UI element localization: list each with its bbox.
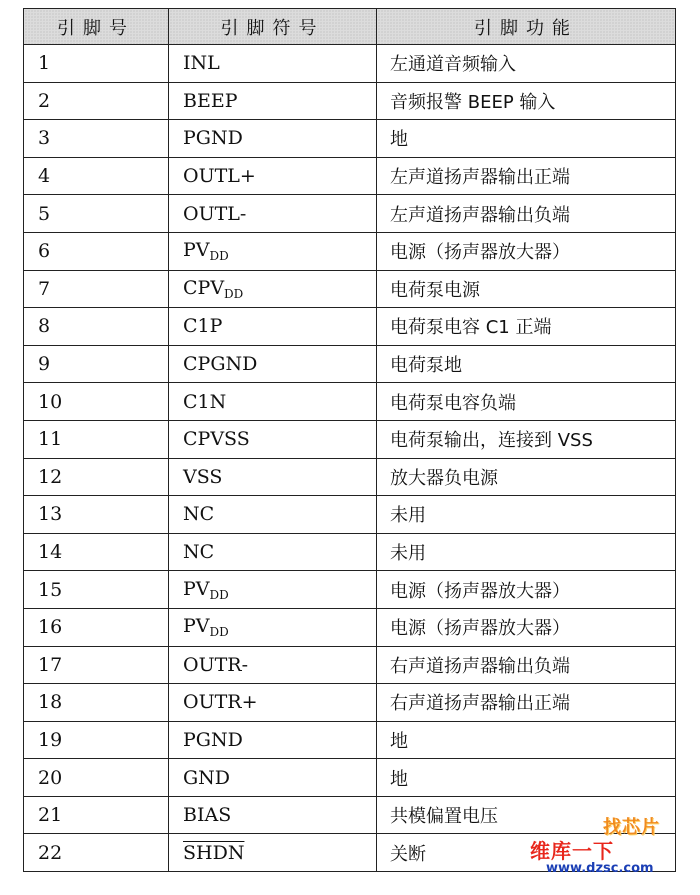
pin-number-cell: 12 xyxy=(24,458,169,496)
pin-symbol-text: NC xyxy=(183,503,215,526)
pin-number-cell: 11 xyxy=(24,420,169,458)
pin-symbol-subscript: DD xyxy=(224,286,244,301)
pin-number-cell: 10 xyxy=(24,383,169,421)
pin-symbol-cell xyxy=(169,345,377,383)
pin-function-cell: 地 xyxy=(377,759,676,797)
table-row xyxy=(24,796,676,834)
pin-symbol-cell xyxy=(169,646,377,684)
pin-symbol-text: OUTR+ xyxy=(183,691,258,714)
pin-function-cell: 右声道扬声器输出正端 xyxy=(377,684,676,722)
pin-function-cell: 左通道音频输入 xyxy=(377,45,676,83)
header-pin-function: 引脚功能 xyxy=(377,9,676,45)
pin-symbol-text: OUTR- xyxy=(183,653,248,676)
header-pin-number: 引脚号 xyxy=(24,9,169,45)
pin-function-cell: 电荷泵电容 C1 正端 xyxy=(377,308,676,346)
pin-number-cell: 19 xyxy=(24,721,169,759)
pin-function-cell: 电荷泵输出，连接到 VSS xyxy=(377,420,676,458)
table-row xyxy=(24,533,676,571)
pin-function-cell: 关断 xyxy=(377,834,676,872)
pin-number-cell: 2 xyxy=(24,82,169,120)
pin-symbol-text: NC xyxy=(183,541,215,564)
pin-symbol-cell xyxy=(169,383,377,421)
pin-function-cell: 电荷泵电容负端 xyxy=(377,383,676,421)
pin-symbol-text: CPVSS xyxy=(183,428,250,451)
pin-symbol-text: PGND xyxy=(183,728,243,751)
table-row xyxy=(24,82,676,120)
pin-function-cell: 音频报警 BEEP 输入 xyxy=(377,82,676,120)
pin-number-cell: 8 xyxy=(24,308,169,346)
pin-number-cell: 15 xyxy=(24,571,169,609)
table-row xyxy=(24,195,676,233)
table-row xyxy=(24,571,676,609)
pin-symbol-text: PGND xyxy=(183,127,243,150)
pin-symbol-cell xyxy=(169,759,377,797)
pin-symbol-text: CPV xyxy=(183,276,225,299)
table-row xyxy=(24,157,676,195)
table-header-row xyxy=(24,9,676,45)
pin-number-cell: 20 xyxy=(24,759,169,797)
pin-number-cell: 7 xyxy=(24,270,169,308)
pin-symbol-subscript: DD xyxy=(209,625,229,640)
table-row xyxy=(24,420,676,458)
pin-symbol-text: PV xyxy=(183,577,210,600)
pin-symbol-subscript: DD xyxy=(209,249,229,264)
table-row xyxy=(24,345,676,383)
table-row xyxy=(24,270,676,308)
table-row xyxy=(24,608,676,646)
pin-number-cell: 22 xyxy=(24,834,169,872)
pin-function-cell: 未用 xyxy=(377,533,676,571)
pin-symbol-cell xyxy=(169,796,377,834)
pin-symbol-text: BEEP xyxy=(183,89,238,112)
watermark-middle-text: 维库一下 xyxy=(530,839,614,863)
table-row xyxy=(24,383,676,421)
pin-symbol-text: BIAS xyxy=(183,804,232,827)
pin-function-cell: 左声道扬声器输出负端 xyxy=(377,195,676,233)
pin-function-cell: 左声道扬声器输出正端 xyxy=(377,157,676,195)
pin-symbol-cell xyxy=(169,308,377,346)
pin-number-cell: 4 xyxy=(24,157,169,195)
pin-symbol-cell xyxy=(169,684,377,722)
pin-symbol-text: CPGND xyxy=(183,353,258,376)
pin-symbol-text: PV xyxy=(183,615,210,638)
table-row xyxy=(24,120,676,158)
pin-function-cell: 右声道扬声器输出负端 xyxy=(377,646,676,684)
pin-table xyxy=(23,8,676,872)
pin-symbol-text: INL xyxy=(183,52,220,75)
pin-symbol-text: VSS xyxy=(183,465,223,488)
pin-symbol-text: OUTL+ xyxy=(183,165,256,188)
pin-symbol-cell xyxy=(169,834,377,872)
pin-symbol-cell xyxy=(169,157,377,195)
table-row xyxy=(24,496,676,534)
table-row xyxy=(24,646,676,684)
pin-function-cell: 地 xyxy=(377,721,676,759)
pin-symbol-cell xyxy=(169,458,377,496)
pin-function-cell: 电源（扬声器放大器） xyxy=(377,232,676,270)
pin-number-cell: 1 xyxy=(24,45,169,83)
pin-symbol-text: SHDN xyxy=(183,841,245,864)
pin-function-cell: 电源（扬声器放大器） xyxy=(377,608,676,646)
pin-symbol-text: C1N xyxy=(183,390,227,413)
header-pin-symbol: 引脚符号 xyxy=(169,9,377,45)
pin-symbol-cell xyxy=(169,420,377,458)
pin-number-cell: 18 xyxy=(24,684,169,722)
pin-symbol-cell xyxy=(169,721,377,759)
pin-symbol-cell xyxy=(169,82,377,120)
watermark-top-text: 找芯片 xyxy=(603,817,660,838)
table-row xyxy=(24,458,676,496)
pin-symbol-text: PV xyxy=(183,239,210,262)
pin-function-cell: 放大器负电源 xyxy=(377,458,676,496)
pin-number-cell: 14 xyxy=(24,533,169,571)
pin-function-cell: 电荷泵电源 xyxy=(377,270,676,308)
pin-function-cell: 地 xyxy=(377,120,676,158)
table-row xyxy=(24,45,676,83)
pin-symbol-cell xyxy=(169,270,377,308)
pin-symbol-cell xyxy=(169,45,377,83)
pin-symbol-cell xyxy=(169,120,377,158)
pin-symbol-cell xyxy=(169,496,377,534)
table-body xyxy=(24,45,676,872)
pin-symbol-text: C1P xyxy=(183,315,223,338)
pin-symbol-text: GND xyxy=(183,766,231,789)
pin-table-container xyxy=(23,8,675,872)
pin-number-cell: 13 xyxy=(24,496,169,534)
pin-function-cell: 电荷泵地 xyxy=(377,345,676,383)
pin-function-cell: 电源（扬声器放大器） xyxy=(377,571,676,609)
table-row xyxy=(24,721,676,759)
pin-number-cell: 9 xyxy=(24,345,169,383)
table-row xyxy=(24,308,676,346)
pin-function-cell: 未用 xyxy=(377,496,676,534)
pin-symbol-subscript: DD xyxy=(209,587,229,602)
table-row xyxy=(24,684,676,722)
pin-number-cell: 3 xyxy=(24,120,169,158)
pin-number-cell: 16 xyxy=(24,608,169,646)
table-row xyxy=(24,834,676,872)
pin-number-cell: 6 xyxy=(24,232,169,270)
table-row xyxy=(24,759,676,797)
watermark-url: www.dzsc.com xyxy=(546,861,654,876)
pin-symbol-cell xyxy=(169,608,377,646)
pin-function-cell: 共模偏置电压 xyxy=(377,796,676,834)
pin-number-cell: 17 xyxy=(24,646,169,684)
pin-number-cell: 5 xyxy=(24,195,169,233)
pin-symbol-cell xyxy=(169,533,377,571)
table-row xyxy=(24,232,676,270)
pin-number-cell: 21 xyxy=(24,796,169,834)
pin-symbol-text: OUTL- xyxy=(183,202,247,225)
pin-symbol-cell xyxy=(169,195,377,233)
pin-symbol-cell xyxy=(169,571,377,609)
pin-symbol-cell xyxy=(169,232,377,270)
